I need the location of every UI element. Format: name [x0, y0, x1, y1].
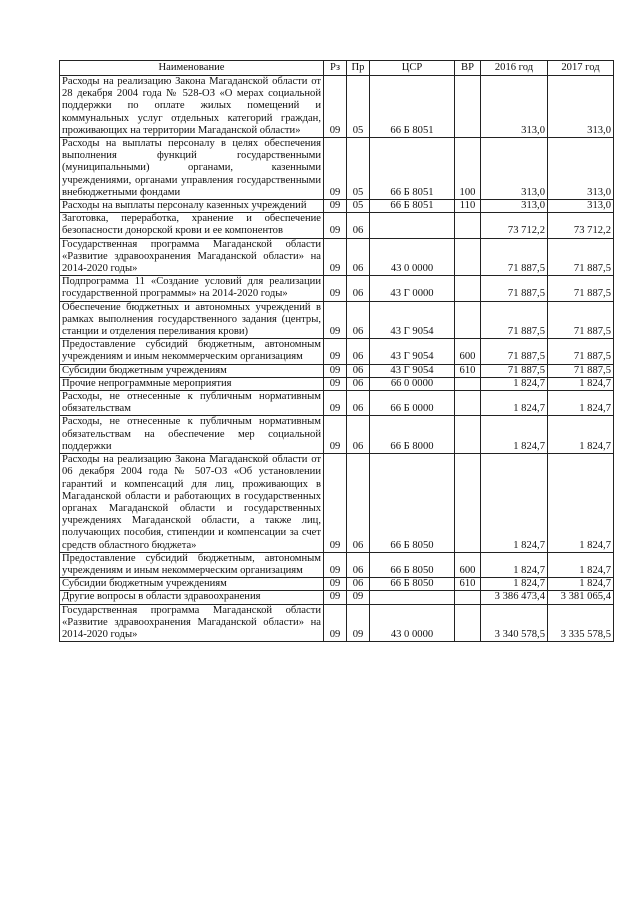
- row-csr: 66 Б 8050: [370, 578, 455, 591]
- row-2016: 73 712,2: [481, 213, 548, 238]
- row-name: Предоставление субсидий бюджетным, автономным учреждениям и иным некоммерческим организациям: [60, 552, 324, 577]
- row-vr: [455, 416, 481, 454]
- row-pr: 09: [347, 591, 370, 604]
- table-row: [60, 591, 614, 604]
- row-csr: 43 0 0000: [370, 604, 455, 642]
- table-row: [60, 213, 614, 238]
- row-2017: 1 824,7: [548, 391, 614, 416]
- table-row: [60, 200, 614, 213]
- table-row: [60, 552, 614, 577]
- row-pr: 06: [347, 578, 370, 591]
- table-row: [60, 416, 614, 454]
- row-vr: [455, 391, 481, 416]
- row-2017: 1 824,7: [548, 552, 614, 577]
- row-rz: 09: [324, 454, 347, 553]
- row-rz: 09: [324, 76, 347, 138]
- table-row: [60, 604, 614, 642]
- table-row: [60, 391, 614, 416]
- row-2017: 71 887,5: [548, 238, 614, 276]
- table-row: [60, 339, 614, 364]
- row-2016: 71 887,5: [481, 238, 548, 276]
- row-pr: 06: [347, 238, 370, 276]
- row-csr: 43 Г 9054: [370, 339, 455, 364]
- header-csr: ЦСР: [370, 61, 455, 76]
- row-vr: 600: [455, 552, 481, 577]
- row-2016: 313,0: [481, 200, 548, 213]
- row-2016: 3 386 473,4: [481, 591, 548, 604]
- row-name: Обеспечение бюджетных и автономных учреждений в рамках выполнения государственного задания (центры, станции и отделения переливания крови): [60, 301, 324, 339]
- table-row: [60, 238, 614, 276]
- table-row: [60, 76, 614, 138]
- header-pr: Пр: [347, 61, 370, 76]
- row-name: Субсидии бюджетным учреждениям: [60, 364, 324, 377]
- budget-table: [59, 60, 614, 642]
- table-header-row: [60, 61, 614, 76]
- row-vr: [455, 301, 481, 339]
- row-rz: 09: [324, 552, 347, 577]
- row-name: Другие вопросы в области здравоохранения: [60, 591, 324, 604]
- row-name: Государственная программа Магаданской области «Развитие здравоохранения Магаданской области» на 2014-2020 годы»: [60, 238, 324, 276]
- header-2016: 2016 год: [481, 61, 548, 76]
- row-2016: 71 887,5: [481, 339, 548, 364]
- row-name: Заготовка, переработка, хранение и обеспечение безопасности донорской крови и ее компонентов: [60, 213, 324, 238]
- row-2017: 71 887,5: [548, 276, 614, 301]
- row-2016: 1 824,7: [481, 552, 548, 577]
- row-name: Расходы на выплаты персоналу казенных учреждений: [60, 200, 324, 213]
- row-2016: 1 824,7: [481, 578, 548, 591]
- row-csr: 66 Б 8050: [370, 552, 455, 577]
- table-row: [60, 301, 614, 339]
- row-csr: 43 0 0000: [370, 238, 455, 276]
- row-2016: 1 824,7: [481, 454, 548, 553]
- row-vr: 610: [455, 364, 481, 377]
- row-rz: 09: [324, 213, 347, 238]
- row-pr: 06: [347, 454, 370, 553]
- table-row: [60, 377, 614, 390]
- row-rz: 09: [324, 604, 347, 642]
- row-rz: 09: [324, 578, 347, 591]
- row-vr: [455, 454, 481, 553]
- row-2016: 1 824,7: [481, 391, 548, 416]
- row-csr: 66 Б 8000: [370, 416, 455, 454]
- row-2016: 1 824,7: [481, 416, 548, 454]
- row-rz: 09: [324, 591, 347, 604]
- row-pr: 05: [347, 200, 370, 213]
- row-csr: 66 Б 8051: [370, 138, 455, 200]
- row-csr: 66 Б 8051: [370, 76, 455, 138]
- row-rz: 09: [324, 238, 347, 276]
- row-2016: 71 887,5: [481, 301, 548, 339]
- row-rz: 09: [324, 301, 347, 339]
- row-2017: 71 887,5: [548, 364, 614, 377]
- row-rz: 09: [324, 416, 347, 454]
- row-vr: [455, 377, 481, 390]
- row-rz: 09: [324, 391, 347, 416]
- row-pr: 06: [347, 276, 370, 301]
- row-2017: 313,0: [548, 76, 614, 138]
- row-2017: 1 824,7: [548, 578, 614, 591]
- table-row: [60, 138, 614, 200]
- row-vr: [455, 591, 481, 604]
- header-2017: 2017 год: [548, 61, 614, 76]
- row-name: Субсидии бюджетным учреждениям: [60, 578, 324, 591]
- document-page: [59, 60, 613, 642]
- row-csr: [370, 213, 455, 238]
- row-vr: 610: [455, 578, 481, 591]
- row-rz: 09: [324, 339, 347, 364]
- row-csr: 66 Б 8050: [370, 454, 455, 553]
- row-vr: [455, 213, 481, 238]
- row-rz: 09: [324, 200, 347, 213]
- row-2017: 1 824,7: [548, 454, 614, 553]
- table-row: [60, 364, 614, 377]
- row-pr: 06: [347, 301, 370, 339]
- row-pr: 09: [347, 604, 370, 642]
- header-vr: ВР: [455, 61, 481, 76]
- row-pr: 06: [347, 552, 370, 577]
- row-name: Государственная программа Магаданской области «Развитие здравоохранения Магаданской области» на 2014-2020 годы»: [60, 604, 324, 642]
- row-pr: 06: [347, 416, 370, 454]
- row-vr: [455, 276, 481, 301]
- row-pr: 06: [347, 391, 370, 416]
- row-2017: 71 887,5: [548, 339, 614, 364]
- header-name: Наименование: [60, 61, 324, 76]
- row-name: Расходы, не отнесенные к публичным нормативным обязательствам на обеспечение мер социальной поддержки: [60, 416, 324, 454]
- row-csr: 43 Г 9054: [370, 301, 455, 339]
- row-vr: 600: [455, 339, 481, 364]
- table-row: [60, 578, 614, 591]
- row-2016: 71 887,5: [481, 364, 548, 377]
- table-row: [60, 276, 614, 301]
- row-vr: [455, 76, 481, 138]
- row-2017: 313,0: [548, 138, 614, 200]
- row-pr: 06: [347, 364, 370, 377]
- row-name: Расходы на реализацию Закона Магаданской области от 28 декабря 2004 года № 528-ОЗ «О мерах социальной поддержки по оплате жилых помещений и коммунальных услуг отдельных категорий граждан, проживающих на территории Магаданской области»: [60, 76, 324, 138]
- row-2017: 1 824,7: [548, 416, 614, 454]
- row-name: Расходы на реализацию Закона Магаданской области от 06 декабря 2004 года № 507-ОЗ «Об установлении гарантий и компенсаций для лиц, проживающих в Магаданской области и работающих в государственных органах Магаданской области и государственных учреждениях Магаданской области, а также лиц, получающих пособия, стипендии и компенсации за счет средств областного бюджета»: [60, 454, 324, 553]
- row-2016: 313,0: [481, 76, 548, 138]
- row-csr: 66 0 0000: [370, 377, 455, 390]
- row-name: Прочие непрограммные мероприятия: [60, 377, 324, 390]
- row-2017: 73 712,2: [548, 213, 614, 238]
- row-rz: 09: [324, 364, 347, 377]
- table-row: [60, 454, 614, 553]
- header-rz: Рз: [324, 61, 347, 76]
- row-2016: 71 887,5: [481, 276, 548, 301]
- row-rz: 09: [324, 138, 347, 200]
- row-pr: 05: [347, 138, 370, 200]
- row-csr: 66 Б 0000: [370, 391, 455, 416]
- row-2016: 313,0: [481, 138, 548, 200]
- row-csr: [370, 591, 455, 604]
- row-csr: 43 Г 0000: [370, 276, 455, 301]
- row-2017: 71 887,5: [548, 301, 614, 339]
- row-2017: 313,0: [548, 200, 614, 213]
- row-rz: 09: [324, 377, 347, 390]
- row-vr: 110: [455, 200, 481, 213]
- row-pr: 05: [347, 76, 370, 138]
- row-csr: 43 Г 9054: [370, 364, 455, 377]
- row-2017: 1 824,7: [548, 377, 614, 390]
- row-vr: [455, 604, 481, 642]
- row-pr: 06: [347, 377, 370, 390]
- row-2017: 3 335 578,5: [548, 604, 614, 642]
- row-name: Расходы, не отнесенные к публичным нормативным обязательствам: [60, 391, 324, 416]
- row-2017: 3 381 065,4: [548, 591, 614, 604]
- row-rz: 09: [324, 276, 347, 301]
- row-name: Расходы на выплаты персоналу в целях обеспечения выполнения функций государственными (муниципальными) органами, казенными учреждениями, органами управления государственными внебюджетными фондами: [60, 138, 324, 200]
- row-csr: 66 Б 8051: [370, 200, 455, 213]
- row-name: Предоставление субсидий бюджетным, автономным учреждениям и иным некоммерческим организациям: [60, 339, 324, 364]
- row-2016: 3 340 578,5: [481, 604, 548, 642]
- row-pr: 06: [347, 339, 370, 364]
- row-name: Подпрограмма 11 «Создание условий для реализации государственной программы» на 2014-2020 годы»: [60, 276, 324, 301]
- row-pr: 06: [347, 213, 370, 238]
- row-vr: [455, 238, 481, 276]
- row-2016: 1 824,7: [481, 377, 548, 390]
- row-vr: 100: [455, 138, 481, 200]
